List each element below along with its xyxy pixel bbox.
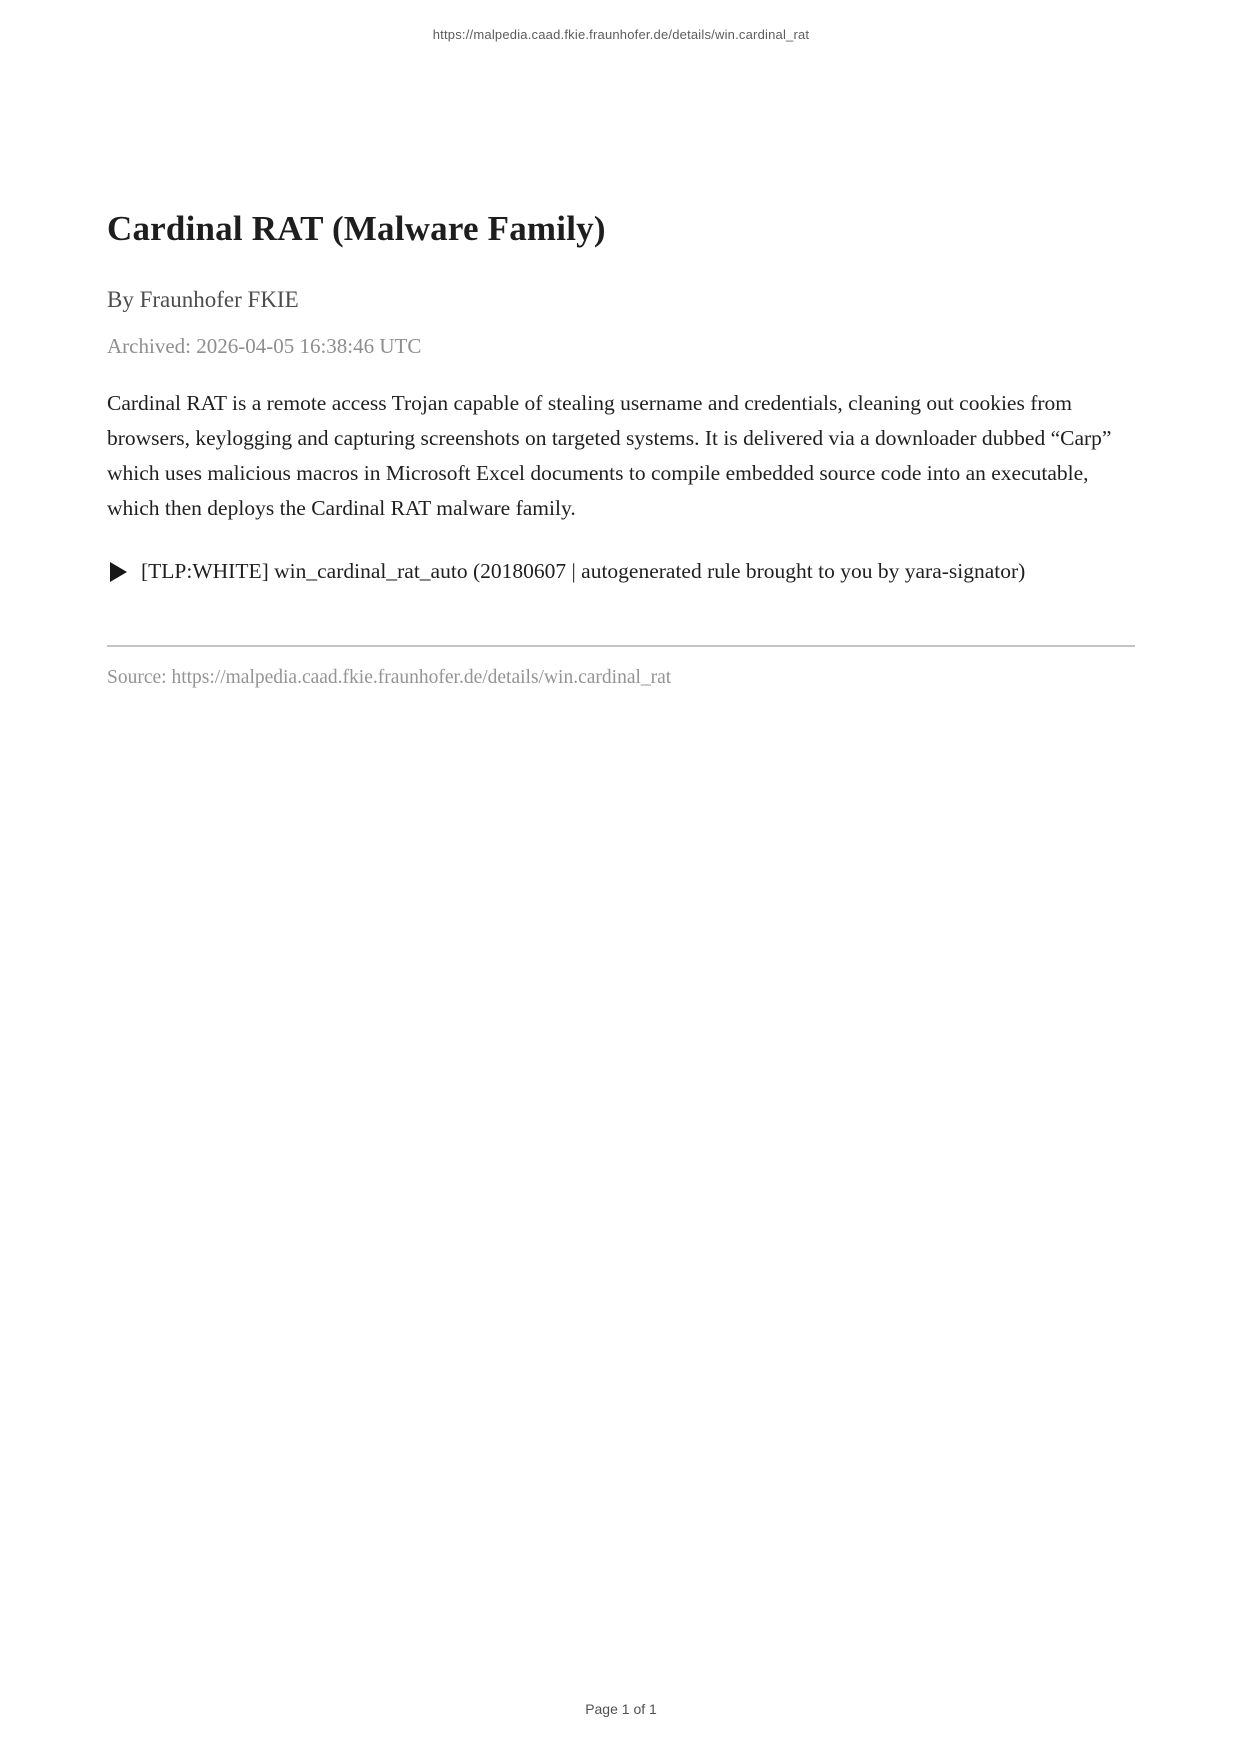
page-title: Cardinal RAT (Malware Family) <box>107 209 606 248</box>
yara-rule-label: [TLP:WHITE] win_cardinal_rat_auto (20180607 | autogenerated rule brought to you by yara-signator) <box>141 559 1026 583</box>
disclosure-triangle-icon <box>110 562 127 582</box>
author-byline: By Fraunhofer FKIE <box>107 287 299 312</box>
print-header-url: https://malpedia.caad.fkie.fraunhofer.de/details/win.cardinal_rat <box>432 27 810 42</box>
article-body: Cardinal RAT is a remote access Trojan capable of stealing username and credentials, cleaning out cookies from browsers, keylogging and capturing screenshots on targeted systems. It is delivered via a downloader dubbed “Carp” which uses malicious macros in Microsoft Excel documents to compile embedded source code into an executable, which then deploys the Cardinal RAT malware family. <box>107 391 1112 520</box>
source-line: Source: https://malpedia.caad.fkie.fraunhofer.de/details/win.cardinal_rat <box>107 667 672 688</box>
yara-rule-disclosure-row[interactable] <box>107 556 1135 587</box>
page-number: Page 1 of 1 <box>585 1701 657 1717</box>
archived-timestamp: Archived: 2026-04-05 16:38:46 UTC <box>107 334 422 358</box>
divider <box>107 645 1135 647</box>
